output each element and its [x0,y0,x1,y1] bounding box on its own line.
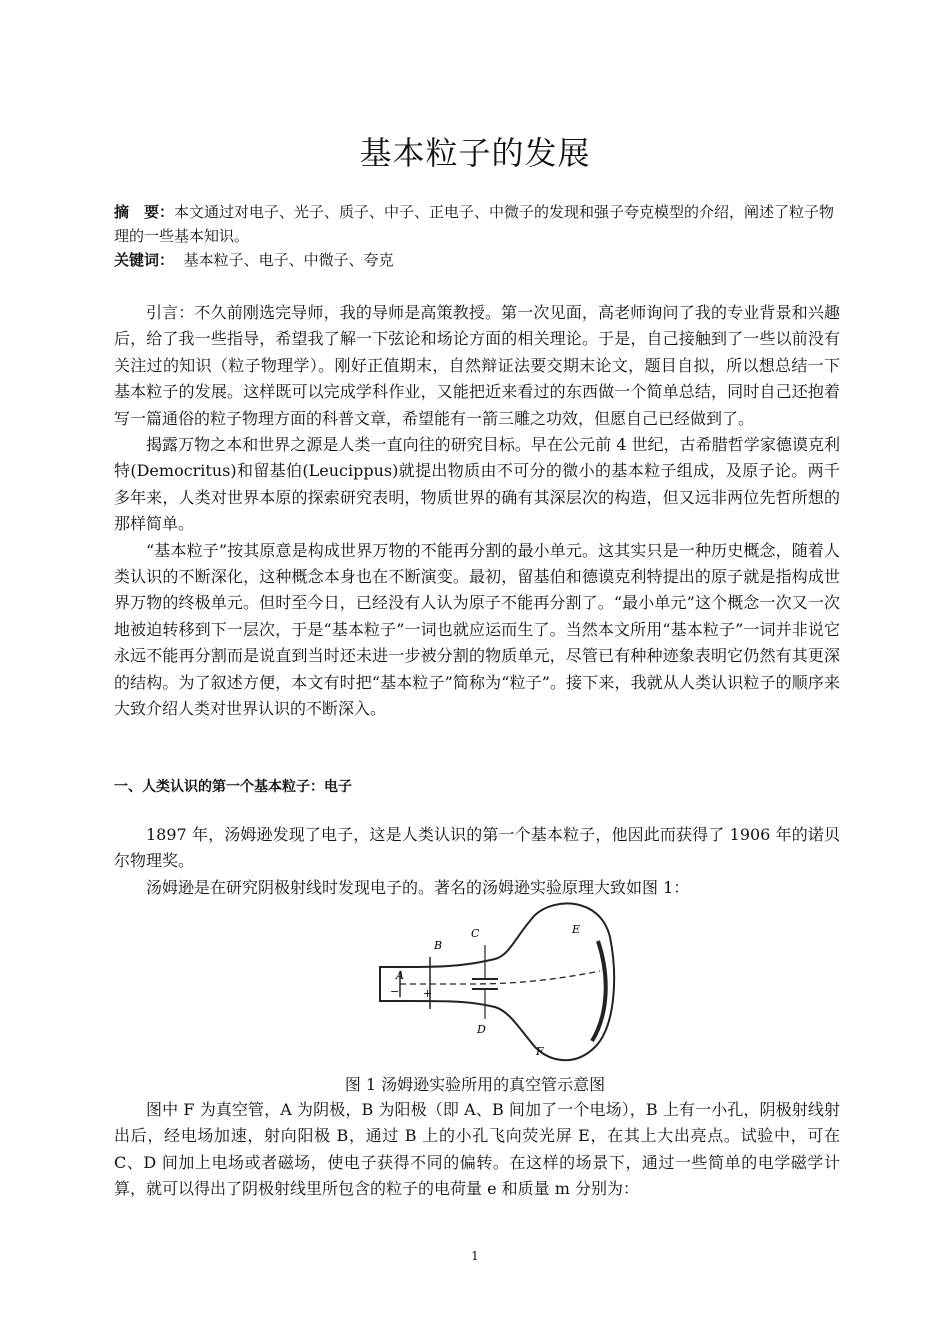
vacuum-tube-figure [370,897,620,1069]
keywords [114,248,840,272]
section-paragraph: 1897 年，汤姆逊发现了电子，这是人类认识的第一个基本粒子，他因此而获得了 1906 年的诺贝尔物理奖。 [114,825,840,871]
section-paragraph: 汤姆逊是在研究阴极射线时发现电子的。著名的汤姆逊实验原理大致如图 1： [146,877,690,897]
label-minus: − [390,985,400,998]
page-number: 1 [471,1249,479,1263]
intro-paragraph: 引言：不久前刚选完导师，我的导师是高策教授。第一次见面，高老师询问了我的专业背景和兴趣后，给了我一些指导，希望我了解一下弦论和场论方面的相关理论。于是，自己接触到了一些以前没有关注过的知识（粒子物理学）。刚好正值期末，自然辩证法要交期末论文，题目自拟，所以想总结一下基本粒子的发展。这样既可以完成学科作业，又能把近来看过的东西做一个简单总结，同时自己还抱着写一篇通俗的粒子物理方面的科普文章，希望能有一箭三雕之功效，但愿自己已经做到了。 [114,303,840,428]
label-b: B [434,939,443,952]
section1-body [114,822,840,901]
keywords-label: 关键词： [114,251,175,269]
abstract-text: 本文通过对电子、光子、质子、中子、正电子、中微子的发现和强子夸克模型的介绍，阐述了粒子物理的一些基本知识。 [114,203,835,245]
intro-section [114,300,840,723]
section-heading: 一、人类认识的第一个基本粒子：电子 [114,779,352,795]
abstract-label: 摘 要： [114,203,175,221]
label-c: C [471,927,480,940]
document-title: 基本粒子的发展 [359,134,591,172]
label-plus: + [423,987,433,1000]
section1-after-figure [114,1097,840,1203]
label-f: F [536,1045,544,1058]
keywords-text: 基本粒子、电子、中微子、夸克 [183,251,394,269]
intro-paragraph: “基本粒子”按其原意是构成世界万物的不能再分割的最小单元。这其实只是一种历史概念，随着人类认识的不断深化，这种概念本身也在不断演变。最初，留基伯和德谟克利特提出的原子就是指构成世界万物的终极单元。但时至今日，已经没有人认为原子不能再分割了。“最小单元”这个概念一次又一次地被迫转移到下一层次，于是“基本粒子”一词也就应运而生了。当然本文所用“基本粒子”一词并非说它永远不能再分割而是说直到当时还未进一步被分割的物质单元，尽管已有种种迹象表明它仍然有其更深的结构。为了叙述方便，本文有时把“基本粒子”简称为“粒子”。接下来，我就从人类认识粒子的顺序来大致介绍人类对世界认识的不断深入。 [114,540,840,719]
label-e: E [572,923,581,936]
figure-caption: 图 1 汤姆逊实验所用的真空管示意图 [344,1075,606,1094]
abstract [114,200,840,248]
intro-paragraph: 揭露万物之本和世界之源是人类一直向往的研究目标。早在公元前 4 世纪，古希腊哲学家德谟克利特(Democritus)和留基伯(Leucippus)就提出物质由不可分的微小的基本粒子组成，及原子论。两千多年来，人类对世界本原的探索研究表明，物质世界的确有其深层次的构造，但又远非两位先哲所想的那样简单。 [114,435,840,534]
label-a: A [396,969,404,982]
label-d: D [477,1023,486,1036]
section-paragraph: 图中 F 为真空管，A 为阴极，B 为阳极（即 A、B 间加了一个电场），B 上有一小孔，阴极射线射出后，经电场加速，射向阳极 B，通过 B 上的小孔飞向荧光屏 E，在其上大出亮点。试验中，可在 C、D 间加上电场或者磁场，使电子获得不同的偏转。在这样的场景下，通过一些简单的电学磁学计算，就可以得出了阴极射线里所包含的粒子的电荷量 e 和质量 m 分别为： [114,1100,840,1199]
